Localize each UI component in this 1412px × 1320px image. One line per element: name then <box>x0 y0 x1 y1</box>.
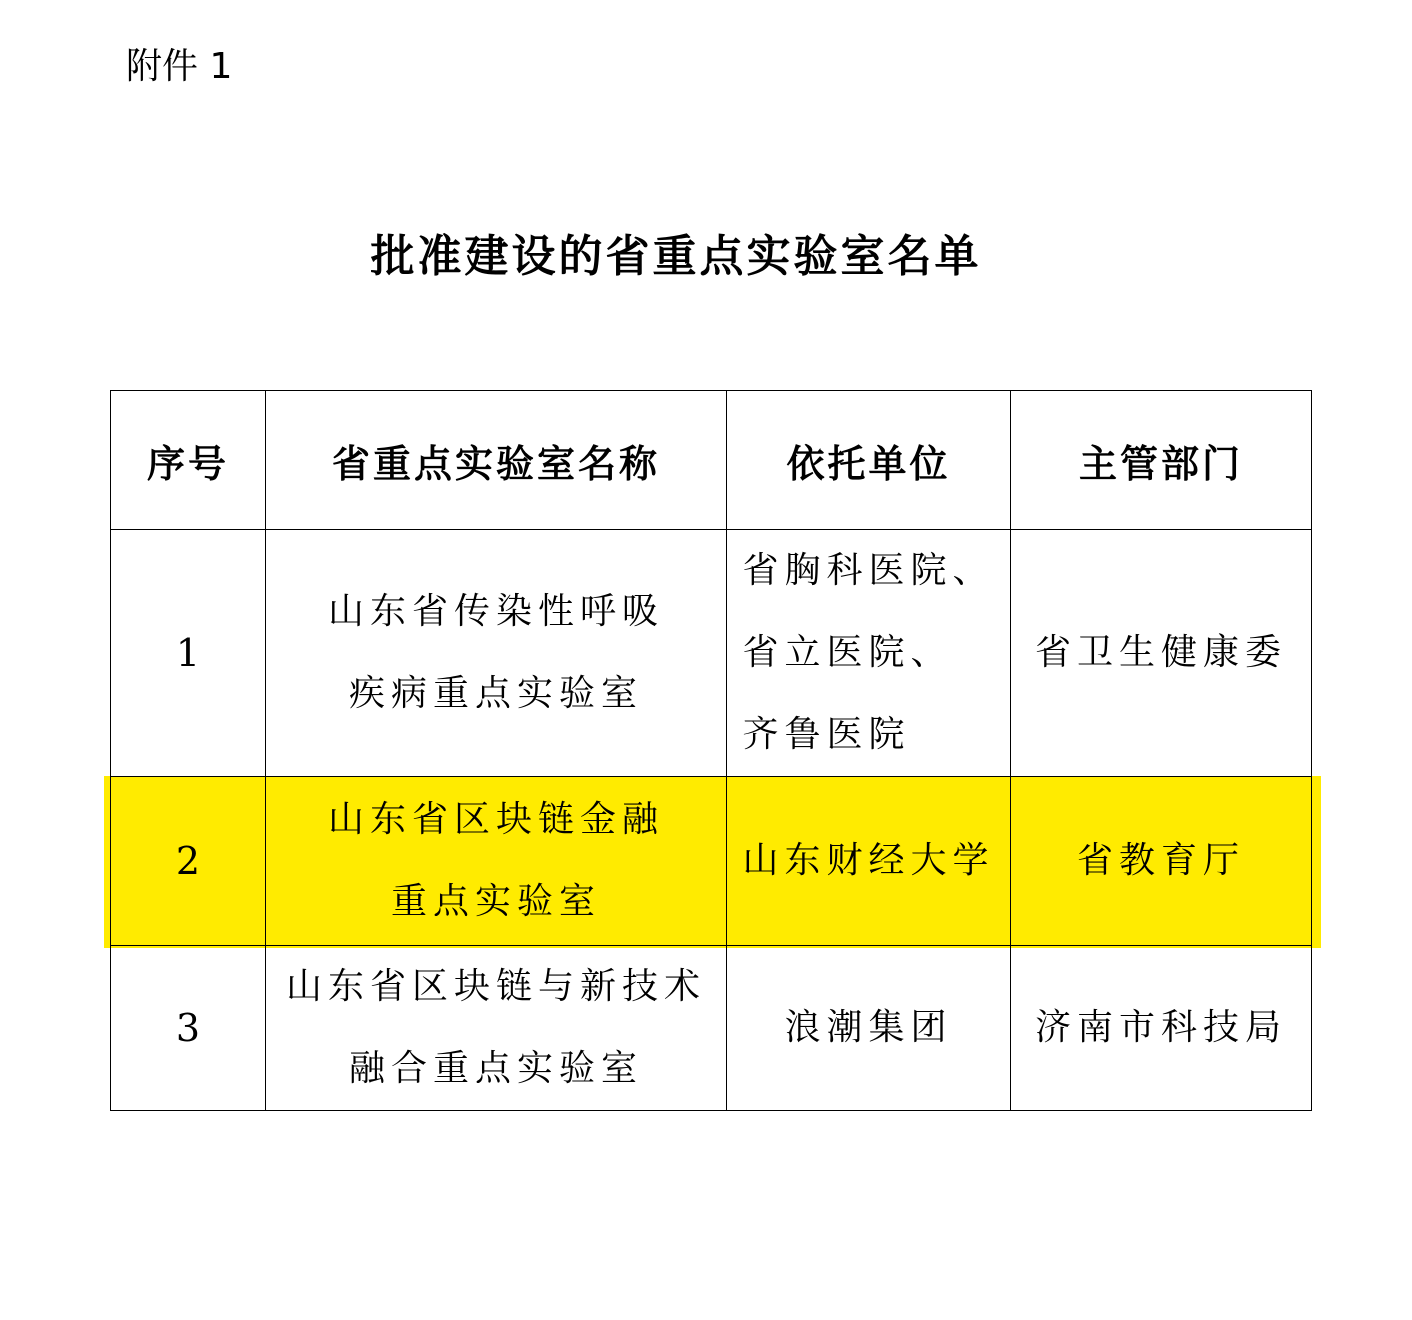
department: 省卫生健康委 <box>1011 530 1312 777</box>
lab-name-line: 山东省区块链与新技术 <box>285 966 706 1007</box>
host-unit-line: 浪潮集团 <box>784 1007 953 1048</box>
host-unit <box>727 777 1011 946</box>
table-header-row <box>111 391 1312 530</box>
department: 济南市科技局 <box>1011 946 1312 1111</box>
lab-name-line: 疾病重点实验室 <box>348 673 643 714</box>
lab-name-line: 重点实验室 <box>390 881 601 922</box>
host-unit-line: 省立医院、 <box>742 632 953 673</box>
row-index: 1 <box>111 530 266 777</box>
lab-name-line: 山东省传染性呼吸 <box>327 591 664 632</box>
lab-name <box>266 530 727 777</box>
lab-name <box>266 777 727 946</box>
lab-name-line: 融合重点实验室 <box>348 1048 643 1089</box>
table-row <box>111 946 1312 1111</box>
header-department: 主管部门 <box>1011 391 1312 530</box>
row-index: 3 <box>111 946 266 1111</box>
host-unit-line: 齐鲁医院 <box>742 714 911 755</box>
lab-name-line: 山东省区块链金融 <box>327 799 664 840</box>
document-title: 批准建设的省重点实验室名单 <box>370 231 982 282</box>
row-index: 2 <box>111 777 266 946</box>
host-unit <box>727 946 1011 1111</box>
table-row <box>111 777 1312 946</box>
lab-name <box>266 946 727 1111</box>
attachment-label: 附件 1 <box>126 46 233 87</box>
department: 省教育厅 <box>1011 777 1312 946</box>
host-unit <box>727 530 1011 777</box>
header-host-unit: 依托单位 <box>727 391 1011 530</box>
host-unit-line: 山东财经大学 <box>742 840 995 881</box>
host-unit-line: 省胸科医院、 <box>742 550 995 591</box>
header-index: 序号 <box>111 391 266 530</box>
header-lab-name: 省重点实验室名称 <box>266 391 727 530</box>
table-row <box>111 530 1312 777</box>
lab-list-table <box>110 390 1312 1111</box>
